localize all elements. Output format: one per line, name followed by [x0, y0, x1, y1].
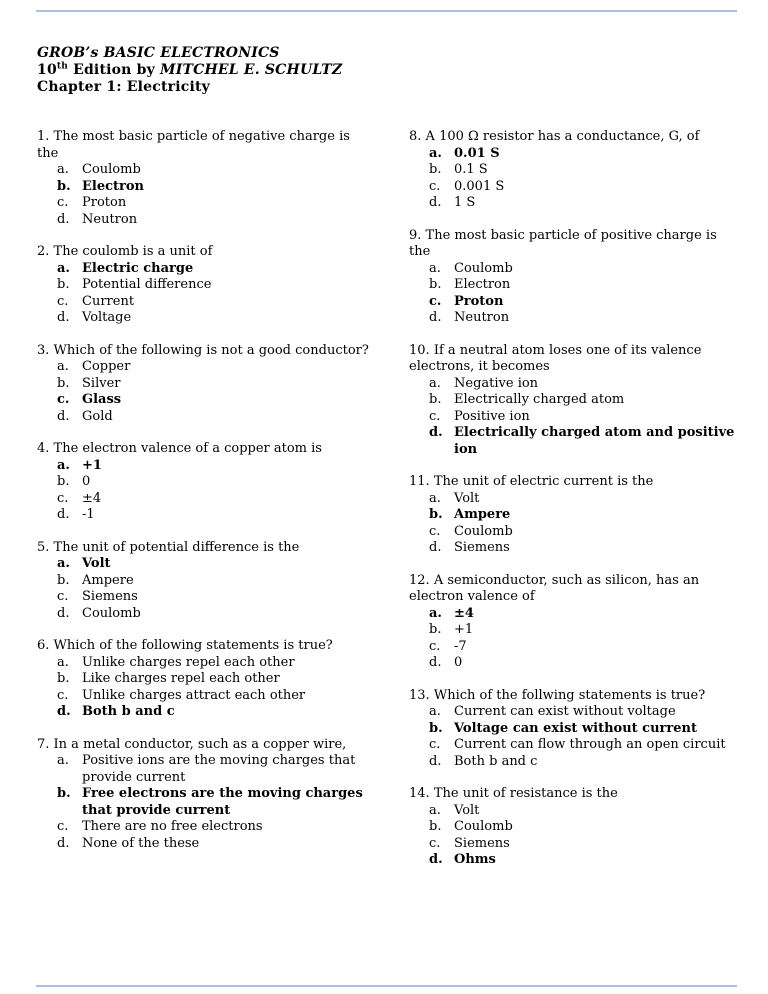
option-text: Current can flow through an open circuit — [454, 737, 726, 752]
option-letter: b. — [57, 474, 70, 489]
option-letter: a. — [429, 375, 441, 391]
answer-option — [37, 556, 373, 573]
option-text: Electrically charged atom and positive ion — [454, 425, 735, 457]
question-title: Which of the follwing statements is true? — [433, 687, 706, 703]
answer-option — [37, 589, 373, 606]
option-text: Neutron — [454, 310, 510, 325]
option-text: Siemens — [82, 589, 138, 604]
answer-option — [37, 162, 373, 179]
answer-option — [409, 162, 741, 179]
answer-option — [37, 212, 373, 229]
question-block — [37, 129, 373, 228]
answer-option — [37, 359, 373, 376]
option-text: Volt — [82, 556, 111, 571]
option-text: 1 S — [454, 195, 476, 210]
answer-option — [409, 376, 741, 393]
option-text: Neutron — [82, 211, 138, 227]
option-letter: b. — [57, 178, 71, 194]
answer-option — [37, 704, 373, 721]
option-letter: b. — [429, 392, 442, 407]
question-title: The most basic particle of positive charge is the — [409, 227, 717, 259]
option-text: +1 — [82, 457, 102, 473]
question-text — [409, 786, 741, 803]
document-header — [37, 45, 342, 96]
option-letter: b. — [57, 786, 71, 801]
answer-option — [409, 655, 741, 672]
option-text: Proton — [82, 195, 127, 210]
question-block — [37, 737, 373, 853]
option-text: Voltage can exist without current — [454, 720, 697, 736]
option-letter: d. — [429, 195, 442, 210]
answer-option — [409, 195, 741, 212]
option-text: Siemens — [454, 835, 510, 851]
option-text: There are no free electrons — [82, 819, 263, 834]
option-letter: b. — [57, 375, 70, 391]
answer-option — [409, 540, 741, 557]
option-letter: a. — [429, 802, 441, 818]
option-letter: a. — [57, 457, 70, 473]
edition-line — [37, 62, 342, 79]
answer-option — [37, 261, 373, 278]
question-text — [37, 244, 373, 261]
option-letter: d. — [57, 310, 70, 325]
right-column — [409, 129, 741, 885]
question-title: Which of the following statements is true? — [53, 638, 333, 653]
option-letter: a. — [429, 145, 442, 161]
answer-option — [409, 392, 741, 409]
option-text: Gold — [82, 408, 113, 424]
option-letter: c. — [57, 293, 69, 309]
question-text — [37, 129, 373, 162]
option-text: Electron — [454, 277, 511, 292]
question-number: 6. — [37, 638, 50, 653]
question-number: 12. — [409, 572, 430, 588]
question-block — [37, 638, 373, 721]
answer-option — [37, 819, 373, 836]
option-text: 0 — [82, 474, 91, 489]
question-text — [37, 540, 373, 557]
answer-option — [409, 277, 741, 294]
answer-option — [409, 425, 741, 458]
option-letter: c. — [57, 589, 69, 604]
option-text: Glass — [82, 392, 122, 407]
answer-option — [37, 671, 373, 688]
option-letter: d. — [57, 704, 71, 719]
question-block — [409, 474, 741, 557]
question-number: 11. — [409, 474, 430, 489]
question-title: The coulomb is a unit of — [53, 244, 213, 259]
edition-text: Edition by — [68, 62, 161, 78]
answer-option — [409, 179, 741, 196]
option-letter: d. — [429, 852, 443, 867]
option-text: Current can exist without voltage — [454, 704, 676, 719]
option-letter: d. — [57, 211, 70, 227]
option-letter: a. — [57, 260, 70, 276]
option-letter: d. — [57, 605, 70, 621]
answer-option — [409, 852, 741, 869]
question-block — [37, 540, 373, 623]
question-title: The unit of resistance is the — [433, 786, 618, 801]
option-letter: c. — [429, 178, 441, 194]
answer-option — [37, 195, 373, 212]
question-block — [409, 228, 741, 327]
answer-option — [37, 277, 373, 294]
option-text: 0.1 S — [454, 162, 488, 177]
option-letter: a. — [57, 654, 69, 670]
question-title: The most basic particle of negative charge is the — [37, 129, 350, 161]
answer-option — [37, 474, 373, 491]
option-text: Coulomb — [82, 605, 141, 621]
answer-option — [37, 655, 373, 672]
answer-option — [409, 819, 741, 836]
option-text: Silver — [82, 375, 121, 391]
question-number: 10. — [409, 342, 430, 358]
answer-option — [37, 573, 373, 590]
answer-option — [409, 491, 741, 508]
question-title: A semiconductor, such as silicon, has an electron valence of — [409, 572, 700, 604]
option-text: Unlike charges repel each other — [82, 654, 295, 670]
edition-ordinal-suffix: th — [56, 61, 68, 72]
option-text: Electric charge — [82, 260, 194, 276]
option-letter: b. — [429, 507, 443, 522]
answer-option — [409, 836, 741, 853]
question-text — [409, 573, 741, 606]
option-letter: b. — [429, 277, 442, 292]
answer-option — [409, 704, 741, 721]
option-letter: c. — [57, 195, 69, 210]
option-letter: a. — [429, 260, 441, 276]
option-letter: d. — [429, 425, 443, 440]
question-number: 5. — [37, 539, 50, 555]
option-letter: b. — [429, 819, 442, 834]
answer-option — [37, 376, 373, 393]
answer-option — [409, 606, 741, 623]
left-column — [37, 129, 373, 885]
option-text: Ohms — [454, 852, 496, 867]
option-letter: d. — [429, 310, 442, 325]
option-text: 0.001 S — [454, 178, 505, 194]
question-text — [409, 474, 741, 491]
option-text: Coulomb — [454, 523, 513, 539]
answer-option — [37, 786, 373, 819]
option-text: Both b and c — [82, 704, 175, 719]
question-text — [409, 228, 741, 261]
question-block — [409, 573, 741, 672]
question-title: In a metal conductor, such as a copper wire, — [53, 736, 347, 752]
edition-number: 10 — [37, 62, 57, 78]
question-title: Which of the following is not a good conductor? — [53, 342, 369, 358]
question-title: The electron valence of a copper atom is — [53, 441, 322, 456]
answer-option — [409, 310, 741, 327]
answer-option — [409, 507, 741, 524]
question-text — [409, 343, 741, 376]
answer-option — [37, 606, 373, 623]
option-text: Coulomb — [454, 260, 513, 276]
option-letter: b. — [429, 720, 443, 736]
option-letter: c. — [429, 408, 441, 424]
option-text: 0 — [454, 655, 463, 670]
question-text — [37, 737, 373, 754]
option-letter: a. — [57, 556, 70, 571]
question-block — [409, 129, 741, 212]
option-text: Potential difference — [82, 277, 212, 292]
answer-option — [409, 409, 741, 426]
option-text: 0.01 S — [454, 145, 500, 161]
option-letter: a. — [429, 605, 442, 621]
option-text: ±4 — [82, 490, 102, 506]
option-text: Electron — [82, 178, 145, 194]
option-letter: d. — [57, 408, 70, 424]
option-letter: b. — [57, 671, 70, 686]
option-letter: d. — [429, 655, 442, 670]
option-text: Free electrons are the moving charges that provide current — [82, 786, 363, 818]
question-block — [409, 786, 741, 869]
option-text: Volt — [454, 802, 480, 818]
option-letter: c. — [429, 638, 441, 654]
option-text: -1 — [82, 507, 95, 522]
answer-option — [37, 310, 373, 327]
question-block — [37, 244, 373, 327]
answer-option — [37, 753, 373, 786]
option-letter: c. — [429, 835, 441, 851]
question-number: 3. — [37, 342, 50, 358]
answer-option — [409, 622, 741, 639]
answer-option — [409, 639, 741, 656]
question-text — [37, 343, 373, 360]
answer-option — [37, 507, 373, 524]
question-title: The unit of electric current is the — [433, 474, 654, 489]
question-text — [409, 688, 741, 705]
question-block — [409, 688, 741, 771]
book-title-text: GROB’s BASIC ELECTRONICS — [37, 45, 280, 61]
answer-option — [37, 458, 373, 475]
option-text: Siemens — [454, 540, 510, 555]
question-block — [37, 343, 373, 426]
answer-option — [37, 688, 373, 705]
question-columns — [37, 129, 741, 885]
option-text: ±4 — [454, 605, 474, 621]
option-letter: c. — [57, 392, 70, 407]
option-text: Both b and c — [454, 753, 538, 769]
question-number: 14. — [409, 786, 430, 801]
option-letter: a. — [57, 753, 69, 768]
option-letter: b. — [57, 277, 70, 292]
question-text — [37, 441, 373, 458]
answer-option — [409, 294, 741, 311]
option-text: Copper — [82, 359, 131, 374]
answer-option — [409, 146, 741, 163]
option-text: Volt — [454, 490, 480, 506]
question-number: 4. — [37, 441, 50, 456]
answer-option — [409, 721, 741, 738]
option-letter: b. — [429, 622, 442, 637]
book-title — [37, 45, 342, 62]
answer-option — [37, 294, 373, 311]
option-text: Unlike charges attract each other — [82, 687, 306, 703]
question-number: 13. — [409, 687, 430, 703]
question-block — [37, 441, 373, 524]
bottom-rule — [36, 985, 737, 987]
question-block — [409, 343, 741, 459]
answer-option — [37, 392, 373, 409]
option-letter: d. — [57, 507, 70, 522]
answer-option — [409, 737, 741, 754]
answer-option — [409, 261, 741, 278]
option-text: Like charges repel each other — [82, 671, 280, 686]
author-name: MITCHEL E. SCHULTZ — [160, 62, 343, 78]
option-letter: a. — [429, 490, 441, 506]
question-title: The unit of potential difference is the — [53, 539, 300, 555]
option-text: Coulomb — [82, 162, 141, 177]
question-number: 1. — [37, 129, 50, 144]
option-text: Positive ion — [454, 408, 530, 424]
option-letter: c. — [57, 687, 69, 703]
option-letter: d. — [429, 753, 442, 769]
option-letter: a. — [57, 162, 69, 177]
option-text: Proton — [454, 293, 504, 309]
option-text: Ampere — [454, 507, 511, 522]
option-text: Coulomb — [454, 819, 513, 834]
answer-option — [409, 524, 741, 541]
question-text — [37, 638, 373, 655]
question-title: A 100 Ω resistor has a conductance, G, of — [425, 129, 700, 144]
option-text: -7 — [454, 638, 467, 654]
option-text: Voltage — [82, 310, 132, 325]
answer-option — [37, 836, 373, 853]
chapter-title: Chapter 1: Electricity — [37, 79, 211, 95]
answer-option — [37, 491, 373, 508]
option-letter: d. — [429, 540, 442, 555]
option-letter: c. — [429, 737, 441, 752]
option-letter: a. — [429, 704, 441, 719]
answer-option — [409, 803, 741, 820]
answer-option — [37, 409, 373, 426]
answer-option — [37, 179, 373, 196]
option-letter: c. — [429, 523, 441, 539]
option-text: Electrically charged atom — [454, 392, 625, 407]
option-text: Ampere — [82, 572, 134, 588]
option-text: Positive ions are the moving charges that provide current — [82, 753, 356, 785]
question-text — [409, 129, 741, 146]
question-number: 7. — [37, 736, 50, 752]
option-letter: a. — [57, 359, 69, 374]
option-text: Current — [82, 293, 135, 309]
question-number: 8. — [409, 129, 422, 144]
question-title: If a neutral atom loses one of its valence electrons, it becomes — [409, 342, 702, 374]
question-number: 2. — [37, 244, 50, 259]
option-text: None of the these — [82, 835, 200, 851]
option-letter: d. — [57, 835, 70, 851]
question-number: 9. — [409, 227, 422, 243]
option-text: +1 — [454, 622, 474, 637]
option-letter: b. — [57, 572, 70, 588]
top-rule — [36, 10, 737, 12]
option-letter: c. — [429, 293, 442, 309]
option-letter: b. — [429, 162, 442, 177]
answer-option — [409, 754, 741, 771]
option-letter: c. — [57, 490, 69, 506]
option-text: Negative ion — [454, 375, 539, 391]
option-letter: c. — [57, 819, 69, 834]
